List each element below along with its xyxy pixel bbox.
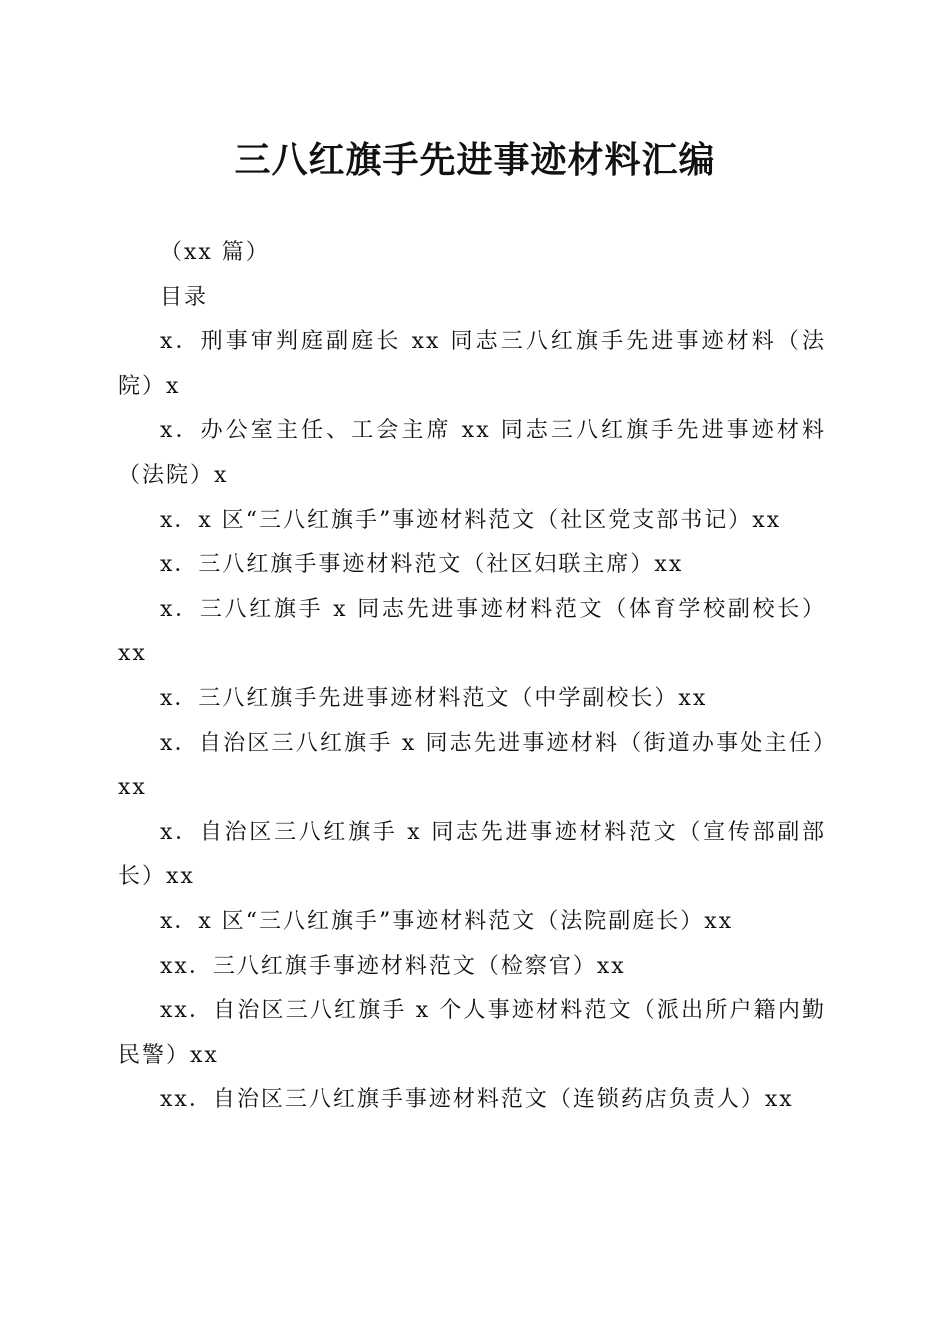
toc-item: x．自治区三八红旗手 x 同志先进事迹材料（街道办事处主任）xx (118, 730, 826, 801)
toc-item: x．三八红旗手事迹材料范文（社区妇联主席）xx (160, 552, 684, 578)
document-subtitle: （xx 篇） (160, 240, 270, 265)
toc-item: x．刑事审判庭副庭长 xx 同志三八红旗手先进事迹材料（法院）x (118, 329, 826, 399)
document-body (118, 231, 826, 1123)
toc-item: x．三八红旗手先进事迹材料范文（中学副校长）xx (160, 685, 708, 711)
toc-item: x．x 区“三八红旗手”事迹材料范文（法院副庭长）xx (160, 908, 734, 934)
toc-item: x．自治区三八红旗手 x 同志先进事迹材料范文（宣传部副部长）xx (118, 819, 826, 890)
toc-heading: 目录 (160, 284, 209, 310)
toc-item: x．三八红旗手 x 同志先进事迹材料范文（体育学校副校长）xx (118, 596, 826, 667)
toc-item: xx．三八红旗手事迹材料范文（检察官）xx (160, 953, 626, 979)
document-title: 三八红旗手先进事迹材料汇编 (234, 139, 716, 181)
toc-item: x．办公室主任、工会主席 xx 同志三八红旗手先进事迹材料（法院）x (118, 418, 826, 488)
toc-item: xx．自治区三八红旗手事迹材料范文（连锁药店负责人）xx (160, 1087, 794, 1113)
toc-item: x．x 区“三八红旗手”事迹材料范文（社区党支部书记）xx (160, 507, 782, 533)
toc-item: xx．自治区三八红旗手 x 个人事迹材料范文（派出所户籍内勤民警）xx (118, 998, 826, 1068)
